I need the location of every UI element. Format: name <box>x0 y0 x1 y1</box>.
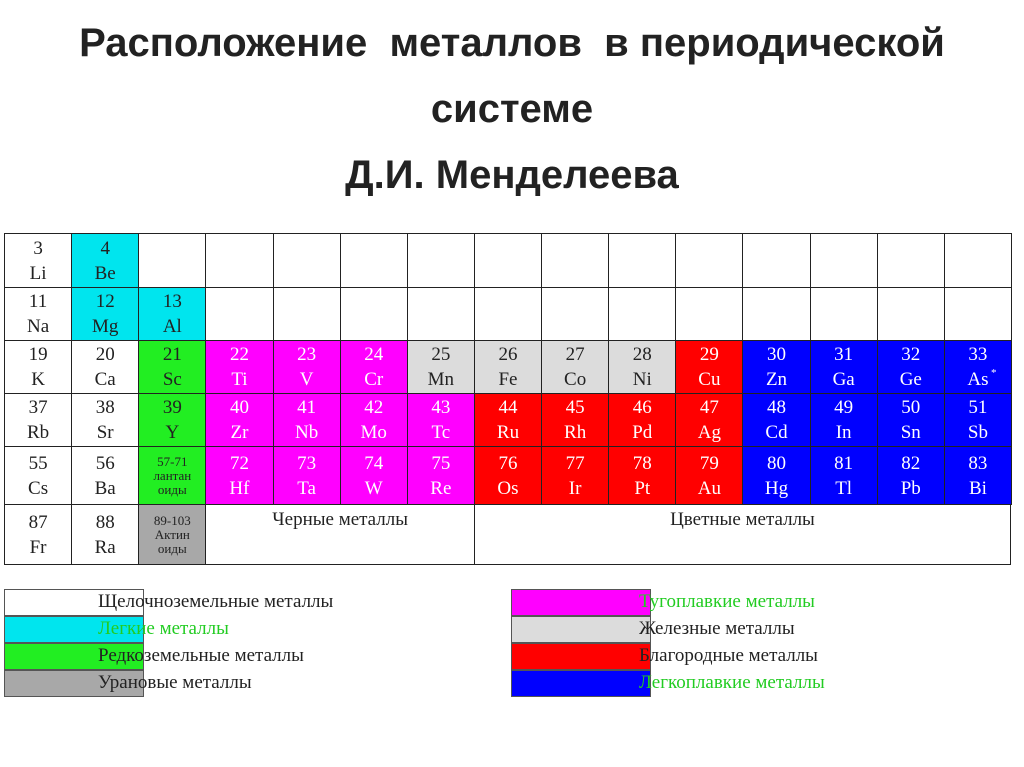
element-cell-46 <box>608 393 676 447</box>
element-number: 83 <box>968 452 988 474</box>
empty-cell <box>407 287 475 341</box>
element-cell-26 <box>474 340 542 394</box>
element-symbol: Mo <box>360 422 387 443</box>
element-cell-42 <box>340 393 408 447</box>
element-number: 78 <box>632 452 652 474</box>
element-symbol: In <box>835 422 852 443</box>
element-number: 47 <box>699 397 719 418</box>
element-cell-49 <box>810 393 878 447</box>
element-number: 50 <box>901 397 921 418</box>
element-number: 28 <box>632 344 652 365</box>
element-number: 87 <box>28 511 48 533</box>
element-symbol: Re <box>430 477 452 499</box>
title-line-2: системе <box>430 87 594 131</box>
element-cell-3 <box>4 233 72 288</box>
element-number: 80 <box>767 452 787 474</box>
element-symbol: Pd <box>632 422 653 443</box>
element-symbol: Fr <box>29 536 47 558</box>
element-symbol: Pb <box>900 477 921 499</box>
element-number: 39 <box>162 397 182 418</box>
legend-label-iron: Железные металлы <box>639 618 795 639</box>
element-number: 43 <box>431 397 451 418</box>
page-title <box>0 10 1024 208</box>
element-cell-55 <box>4 446 72 505</box>
legend-label-alkaline: Щелочноземельные металлы <box>98 591 334 612</box>
element-cell-45 <box>541 393 609 447</box>
element-symbol: Ir <box>568 477 582 499</box>
element-symbol: Ag <box>697 422 721 443</box>
legend-label-light: Легкие металлы <box>98 618 229 639</box>
element-symbol: Zr <box>230 422 249 443</box>
empty-cell <box>742 233 810 288</box>
element-symbol: Na <box>26 316 50 337</box>
element-cell-81 <box>810 446 878 505</box>
element-number: 33 <box>968 344 988 365</box>
element-cell-30 <box>742 340 810 394</box>
element-cell-76 <box>474 446 542 505</box>
element-number: 51 <box>968 397 988 418</box>
element-cell-75 <box>407 446 475 505</box>
element-cell-74 <box>340 446 408 505</box>
element-cell-89-103 <box>138 504 206 565</box>
element-cell-79 <box>675 446 743 505</box>
element-symbol: K <box>31 369 45 390</box>
element-cell-56 <box>71 446 139 505</box>
title-line-1: Расположение металлов в периодической <box>79 21 945 65</box>
element-cell-73 <box>273 446 341 505</box>
element-symbol: Актин <box>154 526 190 542</box>
element-cell-88 <box>71 504 139 565</box>
element-symbol: W <box>364 477 383 499</box>
element-symbol: Co <box>564 369 587 390</box>
element-number: 12 <box>95 291 115 312</box>
element-symbol: Cr <box>364 369 384 390</box>
element-cell-37 <box>4 393 72 447</box>
empty-cell <box>273 233 341 288</box>
empty-cell <box>877 233 945 288</box>
empty-cell <box>541 287 609 341</box>
element-symbol: Rh <box>564 422 587 443</box>
empty-cell <box>810 233 878 288</box>
element-cell-78 <box>608 446 676 505</box>
element-cell-4 <box>71 233 139 288</box>
element-number: 22 <box>229 344 249 365</box>
title-line-3: Д.И. Менделеева <box>345 153 679 197</box>
empty-cell <box>877 287 945 341</box>
element-symbol: Cd <box>765 422 788 443</box>
legend-label-refractory: Тугоплавкие металлы <box>639 591 815 612</box>
element-cell-11 <box>4 287 72 341</box>
element-cell-28 <box>608 340 676 394</box>
element-cell-50 <box>877 393 945 447</box>
element-number: 30 <box>767 344 787 365</box>
element-symbol: Cs <box>28 477 49 499</box>
element-symbol: Nb <box>294 422 319 443</box>
element-number: 49 <box>834 397 854 418</box>
element-number: 19 <box>28 344 48 365</box>
element-number: 42 <box>364 397 384 418</box>
empty-cell <box>474 287 542 341</box>
element-cell-25 <box>407 340 475 394</box>
element-number: 4 <box>100 237 110 259</box>
legend-swatch-iron <box>511 616 651 643</box>
empty-cell <box>608 287 676 341</box>
legend-label-noble: Благородные металлы <box>639 645 818 666</box>
element-symbol: Fe <box>498 369 518 390</box>
element-cell-82 <box>877 446 945 505</box>
element-number: 72 <box>229 452 249 474</box>
element-cell-33 <box>944 340 1012 394</box>
element-symbol: Tc <box>431 422 451 443</box>
element-symbol: Os <box>497 477 519 499</box>
element-number: 56 <box>95 452 115 474</box>
element-symbol: Ta <box>297 477 316 499</box>
element-symbol: Hf <box>229 477 250 499</box>
element-symbol: Tl <box>835 477 853 499</box>
element-cell-47 <box>675 393 743 447</box>
element-cell-40 <box>205 393 273 447</box>
element-symbol: Be <box>94 262 116 284</box>
element-cell-44 <box>474 393 542 447</box>
element-symbol: Al <box>162 316 182 337</box>
element-number: 27 <box>565 344 585 365</box>
empty-cell <box>138 233 206 288</box>
element-number: 57-71 <box>157 453 188 469</box>
element-cell-43 <box>407 393 475 447</box>
element-number: 24 <box>364 344 384 365</box>
element-number: 89-103 <box>153 512 191 528</box>
element-cell-83 <box>944 446 1012 505</box>
element-number: 3 <box>33 237 43 259</box>
element-number: 38 <box>95 397 115 418</box>
element-symbol: Ba <box>94 477 116 499</box>
empty-cell <box>944 287 1012 341</box>
element-number: 32 <box>901 344 921 365</box>
element-number: 25 <box>431 344 451 365</box>
element-number: 46 <box>632 397 652 418</box>
ferrous-metals-label: Черные металлы <box>205 504 475 565</box>
element-symbol: Bi <box>968 477 987 499</box>
nonferrous-metals-label: Цветные металлы <box>474 504 1011 565</box>
element-number: 73 <box>297 452 317 474</box>
element-number: 31 <box>834 344 854 365</box>
element-number: 88 <box>95 511 115 533</box>
empty-cell <box>608 233 676 288</box>
element-number: 11 <box>28 291 48 312</box>
element-number: 29 <box>699 344 719 365</box>
element-symbol: Zn <box>765 369 788 390</box>
element-symbol: Sc <box>162 369 182 390</box>
element-number: 82 <box>901 452 921 474</box>
element-symbol: Ge <box>899 369 922 390</box>
legend-swatch-fusible <box>511 670 651 697</box>
element-cell-12 <box>71 287 139 341</box>
element-symbol: Sb <box>967 422 988 443</box>
empty-cell <box>407 233 475 288</box>
element-cell-38 <box>71 393 139 447</box>
element-symbol: Mn <box>427 369 455 390</box>
element-number: 79 <box>699 452 719 474</box>
element-cell-13 <box>138 287 206 341</box>
periodic-table <box>4 233 1011 564</box>
element-cell-41 <box>273 393 341 447</box>
element-number: 81 <box>834 452 854 474</box>
element-symbol-line2: оиды <box>157 481 187 497</box>
element-symbol-line2: оиды <box>157 540 187 556</box>
empty-cell <box>742 287 810 341</box>
element-number: 45 <box>565 397 585 418</box>
element-cell-39 <box>138 393 206 447</box>
empty-cell <box>340 287 408 341</box>
element-cell-24 <box>340 340 408 394</box>
empty-cell <box>205 287 273 341</box>
element-cell-51 <box>944 393 1012 447</box>
element-number: 76 <box>498 452 518 474</box>
legend-label-fusible: Легкоплавкие металлы <box>639 672 825 693</box>
element-number: 21 <box>162 344 182 365</box>
element-number: 74 <box>364 452 384 474</box>
element-symbol: V <box>299 369 314 390</box>
empty-cell <box>675 287 743 341</box>
element-cell-29 <box>675 340 743 394</box>
element-symbol: Ru <box>496 422 520 443</box>
element-cell-19 <box>4 340 72 394</box>
element-number: 26 <box>498 344 518 365</box>
element-cell-22 <box>205 340 273 394</box>
element-cell-23 <box>273 340 341 394</box>
element-symbol: Au <box>697 477 721 499</box>
element-symbol: As * <box>967 367 988 392</box>
element-number: 48 <box>767 397 787 418</box>
element-symbol: Ca <box>94 369 116 390</box>
element-symbol: Ti <box>231 369 248 390</box>
element-symbol: Rb <box>26 422 50 443</box>
element-number: 20 <box>95 344 115 365</box>
element-cell-77 <box>541 446 609 505</box>
element-cell-57-71 <box>138 446 206 505</box>
element-symbol: Ni <box>632 369 652 390</box>
element-number: 40 <box>229 397 249 418</box>
empty-cell <box>340 233 408 288</box>
element-symbol: Li <box>29 262 47 284</box>
element-cell-80 <box>742 446 810 505</box>
empty-cell <box>675 233 743 288</box>
empty-cell <box>273 287 341 341</box>
element-symbol: Mg <box>91 316 119 337</box>
element-cell-31 <box>810 340 878 394</box>
element-number: 41 <box>297 397 317 418</box>
element-number: 75 <box>431 452 451 474</box>
element-number: 44 <box>498 397 518 418</box>
element-cell-20 <box>71 340 139 394</box>
legend-label-uranium: Урановые металлы <box>98 672 252 693</box>
element-symbol: Sn <box>900 422 921 443</box>
empty-cell <box>944 233 1012 288</box>
element-cell-32 <box>877 340 945 394</box>
element-symbol: Cu <box>698 369 721 390</box>
empty-cell <box>810 287 878 341</box>
element-symbol: Hg <box>764 477 789 499</box>
empty-cell <box>205 233 273 288</box>
element-number: 23 <box>297 344 317 365</box>
legend-swatch-refractory <box>511 589 651 616</box>
element-symbol: лантан <box>153 467 192 483</box>
element-symbol: Ga <box>832 369 855 390</box>
element-footnote-mark: * <box>990 367 997 379</box>
element-cell-48 <box>742 393 810 447</box>
element-number: 55 <box>28 452 48 474</box>
element-cell-87 <box>4 504 72 565</box>
empty-cell <box>541 233 609 288</box>
element-symbol: Pt <box>634 477 651 499</box>
legend-label-rare-earth: Редкоземельные металлы <box>98 645 304 666</box>
element-symbol: Ra <box>94 536 116 558</box>
element-number: 37 <box>28 397 48 418</box>
legend-swatch-noble <box>511 643 651 670</box>
element-number: 77 <box>565 452 585 474</box>
element-symbol: Sr <box>96 422 114 443</box>
element-cell-21 <box>138 340 206 394</box>
element-symbol: Y <box>165 422 180 443</box>
element-number: 13 <box>162 291 182 312</box>
element-cell-27 <box>541 340 609 394</box>
element-cell-72 <box>205 446 273 505</box>
empty-cell <box>474 233 542 288</box>
